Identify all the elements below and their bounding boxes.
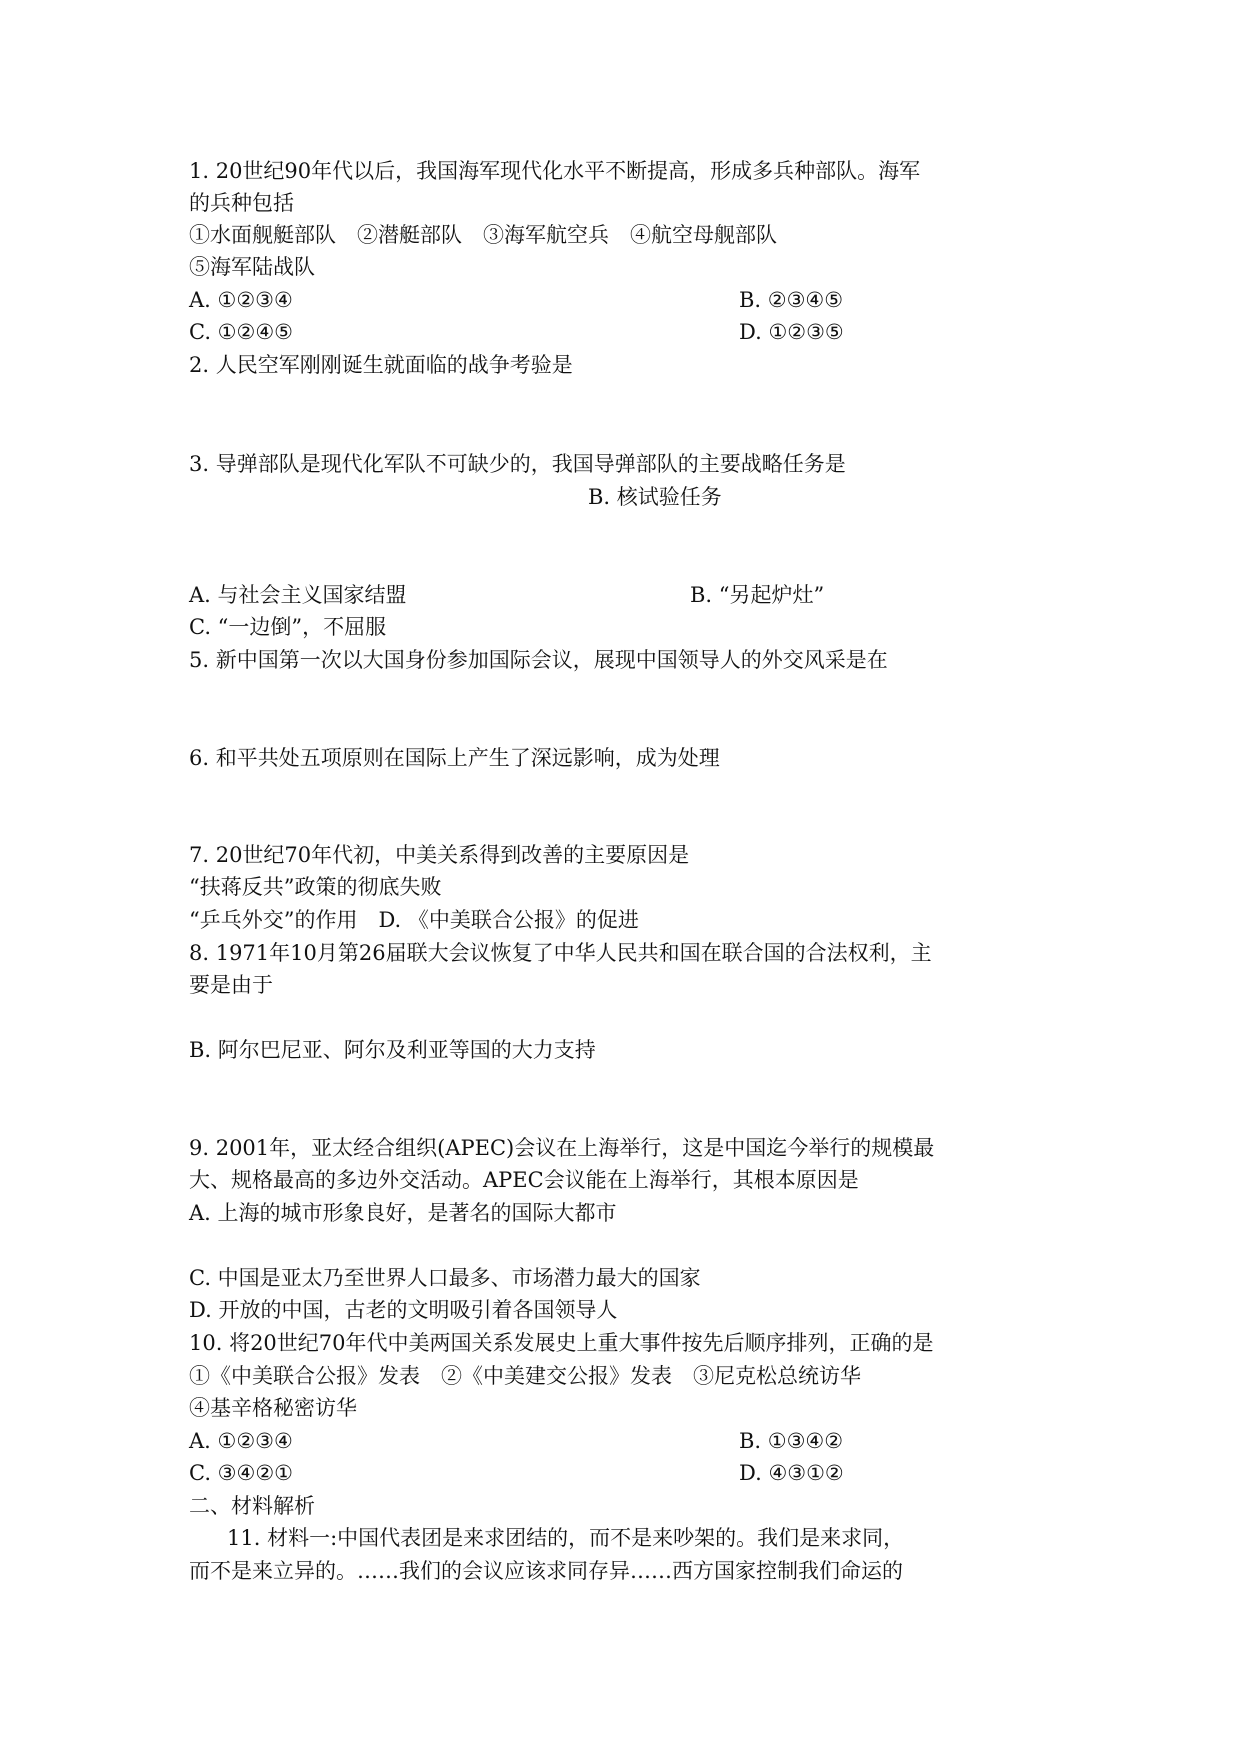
q10-items-line1: ①《中美联合公报》发表 ②《中美建交公报》发表 ③尼克松总统访华 bbox=[189, 1364, 861, 1388]
q7-line2: “扶蒋反共”政策的彻底失败 bbox=[189, 875, 442, 899]
q9-stem-line1: 9. 2001年，亚太经合组织(APEC)会议在上海举行，这是中国迄今举行的规模最 bbox=[189, 1136, 935, 1160]
q3-stem: 3. 导弹部队是现代化军队不可缺少的，我国导弹部队的主要战略任务是 bbox=[189, 452, 846, 476]
q4-option-b: B. “另起炉灶” bbox=[690, 583, 825, 607]
q1-stem-line2: 的兵种包括 bbox=[189, 191, 294, 215]
q2-stem: 2. 人民空军刚刚诞生就面临的战争考验是 bbox=[189, 353, 573, 377]
q1-option-a: A. ①②③④ bbox=[189, 288, 293, 312]
q10-stem: 10. 将20世纪70年代中美两国关系发展史上重大事件按先后顺序排列，正确的是 bbox=[189, 1331, 934, 1355]
q10-option-d: D. ④③①② bbox=[739, 1461, 844, 1485]
q8-stem-line2: 要是由于 bbox=[189, 973, 273, 997]
q8-option-b: B. 阿尔巴尼亚、阿尔及利亚等国的大力支持 bbox=[189, 1038, 596, 1062]
q1-items-line2: ⑤海军陆战队 bbox=[189, 255, 315, 279]
q6-stem: 6. 和平共处五项原则在国际上产生了深远影响，成为处理 bbox=[189, 746, 720, 770]
q5-stem: 5. 新中国第一次以大国身份参加国际会议，展现中国领导人的外交风采是在 bbox=[189, 648, 888, 672]
q10-option-b: B. ①③④② bbox=[739, 1429, 844, 1453]
q11-line2: 而不是来立异的。……我们的会议应该求同存异……西方国家控制我们命运的 bbox=[189, 1559, 903, 1583]
q10-option-a: A. ①②③④ bbox=[189, 1429, 293, 1453]
q7-stem: 7. 20世纪70年代初，中美关系得到改善的主要原因是 bbox=[189, 843, 690, 867]
q4-option-a: A. 与社会主义国家结盟 bbox=[189, 583, 407, 607]
section-title: 二、材料解析 bbox=[189, 1494, 315, 1518]
q1-stem-line1: 1. 20世纪90年代以后，我国海军现代化水平不断提高，形成多兵种部队。海军 bbox=[189, 159, 921, 183]
q7-line3: “乒乓外交”的作用 D. 《中美联合公报》的促进 bbox=[189, 908, 639, 932]
q10-option-c: C. ③④②① bbox=[189, 1461, 293, 1485]
q4-option-c: C. “一边倒”，不屈服 bbox=[189, 615, 387, 639]
q10-items-line2: ④基辛格秘密访华 bbox=[189, 1396, 357, 1420]
q9-option-d: D. 开放的中国，古老的文明吸引着各国领导人 bbox=[189, 1298, 618, 1322]
q9-option-a: A. 上海的城市形象良好，是著名的国际大都市 bbox=[189, 1201, 617, 1225]
q1-option-b: B. ②③④⑤ bbox=[739, 288, 844, 312]
q9-stem-line2: 大、规格最高的多边外交活动。APEC会议能在上海举行，其根本原因是 bbox=[189, 1168, 859, 1192]
q3-option-b: B. 核试验任务 bbox=[588, 485, 722, 509]
q9-option-c: C. 中国是亚太乃至世界人口最多、市场潜力最大的国家 bbox=[189, 1266, 701, 1290]
q1-option-d: D. ①②③⑤ bbox=[739, 320, 844, 344]
q11-line1: 11. 材料一:中国代表团是来求团结的，而不是来吵架的。我们是来求同， bbox=[227, 1526, 905, 1550]
q8-stem-line1: 8. 1971年10月第26届联大会议恢复了中华人民共和国在联合国的合法权利，主 bbox=[189, 941, 932, 965]
q1-items-line1: ①水面舰艇部队 ②潜艇部队 ③海军航空兵 ④航空母舰部队 bbox=[189, 223, 777, 247]
q1-option-c: C. ①②④⑤ bbox=[189, 320, 293, 344]
